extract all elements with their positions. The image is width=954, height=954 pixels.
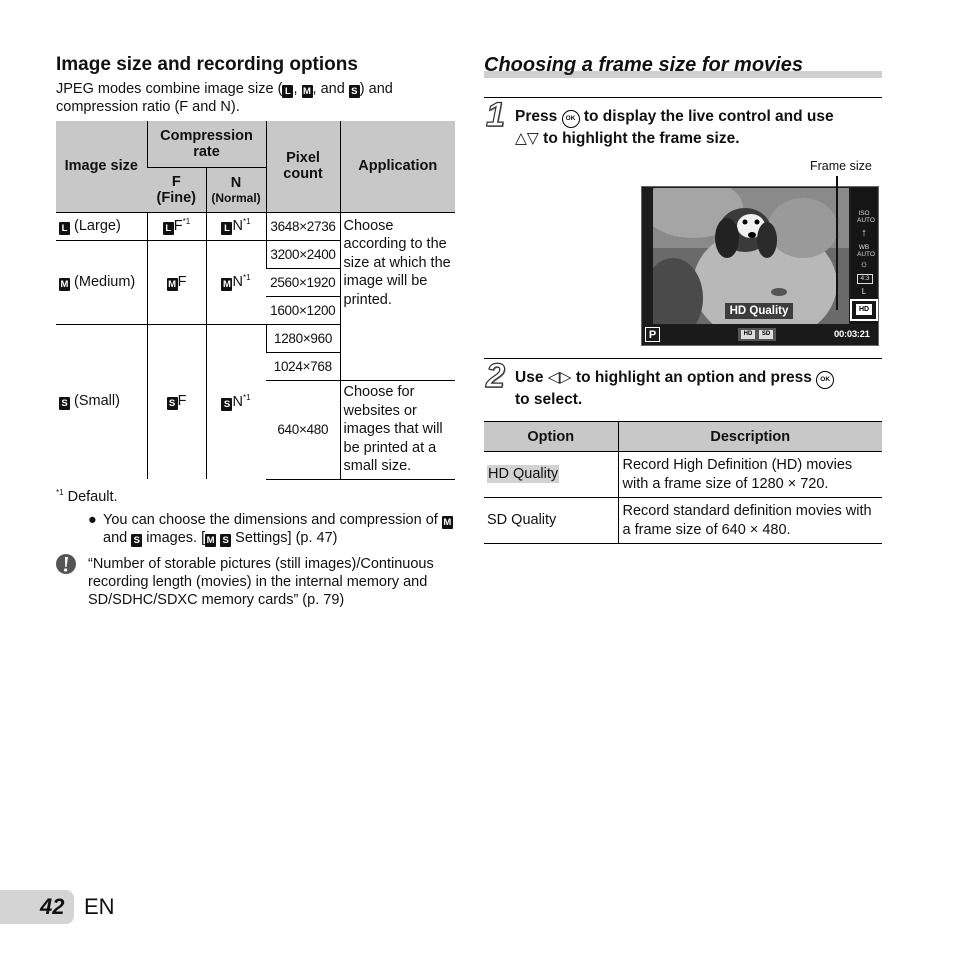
left-right-arrows-icon: ◁▷ xyxy=(547,369,572,386)
header-image-size: Image size xyxy=(56,121,147,212)
frame-size-options[interactable] xyxy=(738,328,776,341)
pixel-count: 1280×960 xyxy=(266,324,340,352)
row-medium-label: M (Medium) xyxy=(56,240,147,324)
ok-button-icon: OK xyxy=(816,371,834,389)
page-number: 42 xyxy=(40,894,65,919)
medium-fine: M F xyxy=(147,240,206,324)
step1-divider xyxy=(484,97,882,98)
medium-size-icon: M xyxy=(303,86,311,97)
frame-size-table xyxy=(484,421,882,544)
warning-icon xyxy=(55,553,77,575)
table-row[interactable] xyxy=(484,498,882,544)
step2-number: 2 xyxy=(486,357,505,395)
small-size-icon: S xyxy=(349,85,360,98)
step2-divider xyxy=(484,358,882,359)
large-fine: L $F^{*1}$ xyxy=(147,212,206,240)
image-size-icon: L xyxy=(861,287,867,296)
intro-text: JPEG modes combine image size ( L , M , and S ) and compression ratio (F and N). xyxy=(56,81,393,115)
footnote: $^{*1}$ Default. xyxy=(56,488,118,505)
row-small-label: S (Small) xyxy=(56,324,147,479)
option-description: Record High Definition (HD) movies with a frame size of 1280 × 720. xyxy=(618,452,882,498)
application-print: Choose according to the size at which the image will be printed. xyxy=(340,212,455,380)
section-title-image-size: Image size and recording options xyxy=(56,54,358,75)
header-option: Option xyxy=(484,422,618,452)
sd-option-icon: SD xyxy=(759,330,773,339)
header-pixel-count: Pixel count xyxy=(266,121,340,212)
exposure-icon: ↑ xyxy=(861,227,867,239)
iso-icon: ISO AUTO xyxy=(857,210,875,224)
pixel-count: 3200×2400 xyxy=(266,240,340,268)
face-detect-icon: ☼ xyxy=(859,259,869,270)
header-description: Description xyxy=(618,422,882,452)
option-hd[interactable]: HD Quality xyxy=(484,452,618,498)
ok-button-icon: OK xyxy=(562,110,580,128)
pixel-count: 3648×2736 xyxy=(266,212,340,240)
pixel-count: 1024×768 xyxy=(266,352,340,380)
hd-selected-icon: HD xyxy=(856,304,872,315)
section-title-movies: Choosing a frame size for movies xyxy=(484,54,803,76)
header-normal: N (Normal) xyxy=(206,167,266,212)
header-compression: Compression rate xyxy=(147,121,266,167)
row-large-label: L (Large) xyxy=(56,212,147,240)
page-language: EN xyxy=(84,894,115,919)
hd-option-icon: HD xyxy=(741,330,755,339)
pixel-count: 640×480 xyxy=(266,380,340,479)
header-fine: F (Fine) xyxy=(147,167,206,212)
step1-number: 1 xyxy=(486,96,505,134)
small-normal: S $N^{*1}$ xyxy=(206,324,266,479)
table-row[interactable] xyxy=(484,452,882,498)
small-size-icon: S xyxy=(59,397,70,410)
step2-text: Use ◁▷ to highlight an option and press OK to select. xyxy=(515,367,881,410)
application-web: Choose for websites or images that will be printed at a small size. xyxy=(340,380,455,479)
medium-size-icon: M xyxy=(60,278,69,290)
large-size-icon: L xyxy=(282,85,293,98)
program-mode-icon: P xyxy=(645,327,660,342)
pixel-count: 2560×1920 xyxy=(266,268,340,296)
hd-quality-tag: HD Quality xyxy=(725,303,793,319)
header-application: Application xyxy=(340,121,455,212)
frame-size-callout: Frame size xyxy=(810,159,872,173)
large-normal: L $N^{*1}$ xyxy=(206,212,266,240)
recording-time: 00:03:21 xyxy=(834,329,870,340)
large-size-icon: L xyxy=(59,222,70,235)
aspect-ratio-icon: 4:3 xyxy=(857,274,873,284)
up-down-arrows-icon: △▽ xyxy=(515,130,539,147)
image-size-table xyxy=(56,121,455,480)
option-sd[interactable]: SD Quality xyxy=(484,498,618,544)
small-fine: S F xyxy=(147,324,206,479)
callout-pointer xyxy=(836,176,838,310)
medium-normal: M $N^{*1}$ xyxy=(206,240,266,324)
white-balance-icon: WB AUTO xyxy=(857,244,875,258)
pixel-count: 1600×1200 xyxy=(266,296,340,324)
option-description: Record standard definition movies with a frame size of 640 × 480. xyxy=(618,498,882,544)
warning-text: “Number of storable pictures (still images)/Continuous recording length (movies) in the internal memory and SD/SDHC/SDXC memory cards” (p. 79) xyxy=(88,556,434,608)
bullet-note: ● You can choose the dimensions and compression of M and S images. [ M S Settings] (p. 47) xyxy=(88,512,452,546)
step1-text: Press OK to display the live control and use △▽ to highlight the frame size. xyxy=(515,108,834,147)
